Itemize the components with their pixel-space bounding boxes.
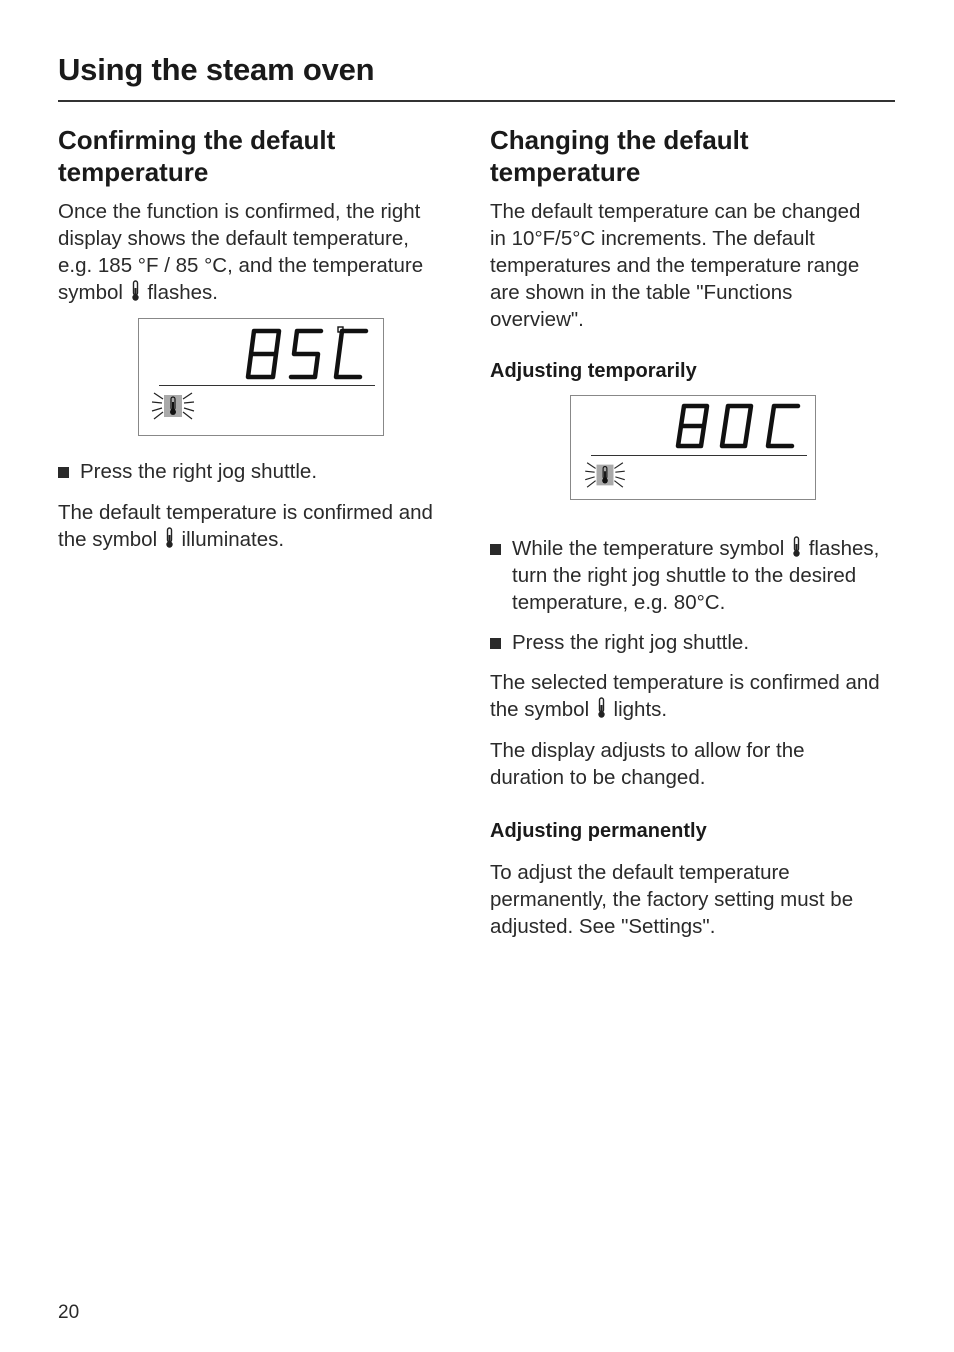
permanent-text: To adjust the default temperature permanently, the factory setting must be adjusted. See "Settings". — [490, 861, 854, 938]
thermometer-icon — [165, 527, 174, 549]
thermometer-icon — [131, 280, 140, 302]
list-item — [490, 629, 890, 656]
title-divider — [58, 100, 895, 102]
left-result-text: The default temperature is confirmed and the symbol — [58, 501, 433, 551]
right-bullet-text-a: While the temperature symbol — [512, 537, 785, 560]
right-result-duration: The display adjusts to allow for the duration to be changed. — [490, 739, 805, 789]
list-item — [490, 535, 892, 616]
oven-display-80c — [570, 395, 816, 500]
right-bullet-text-b: flashes, turn the right jog shuttle to the desired temperature, e.g. 80°C. — [512, 537, 880, 614]
right-result-text: The selected temperature is confirmed and the symbol — [490, 671, 880, 721]
subheading-permanently: Adjusting permanently — [490, 820, 707, 842]
left-column — [58, 124, 448, 553]
right-intro: The default temperature can be changed in 10°F/5°C increments. The default temperatures and the temperature range are shown in the table "Functions overview". — [490, 200, 861, 331]
subheading-temporarily: Adjusting temporarily — [490, 360, 697, 382]
right-result-text-end: lights. — [613, 698, 668, 721]
flashing-thermometer-icon — [583, 459, 627, 491]
flashing-thermometer-icon — [151, 389, 195, 423]
list-item — [58, 458, 448, 485]
left-intro — [58, 198, 448, 306]
page-number: 20 — [58, 1302, 80, 1323]
display-divider — [159, 385, 375, 386]
right-column — [490, 124, 890, 940]
right-result — [490, 669, 890, 723]
left-intro-text: Once the function is confirmed, the right display shows the default temperature, e.g. 185 °F / 85 °C, and the temperature symbol — [58, 200, 424, 304]
section-heading-changing: Changing the default temperature — [490, 125, 749, 187]
display-divider — [591, 455, 807, 456]
left-intro-text-end: flashes. — [147, 281, 218, 304]
thermometer-icon — [597, 697, 606, 719]
oven-display-85c — [138, 318, 384, 436]
bullet-square-icon — [58, 467, 69, 478]
left-result-text-end: illuminates. — [181, 528, 285, 551]
section-heading-confirming: Confirming the default temperature — [58, 125, 336, 187]
thermometer-icon — [792, 536, 801, 558]
bullet-square-icon — [490, 638, 501, 649]
left-result — [58, 499, 448, 553]
left-bullet-text: Press the right jog shuttle. — [80, 460, 318, 483]
right-bullet-text-2: Press the right jog shuttle. — [512, 631, 750, 654]
page-title: Using the steam oven — [58, 52, 375, 87]
bullet-square-icon — [490, 544, 501, 555]
